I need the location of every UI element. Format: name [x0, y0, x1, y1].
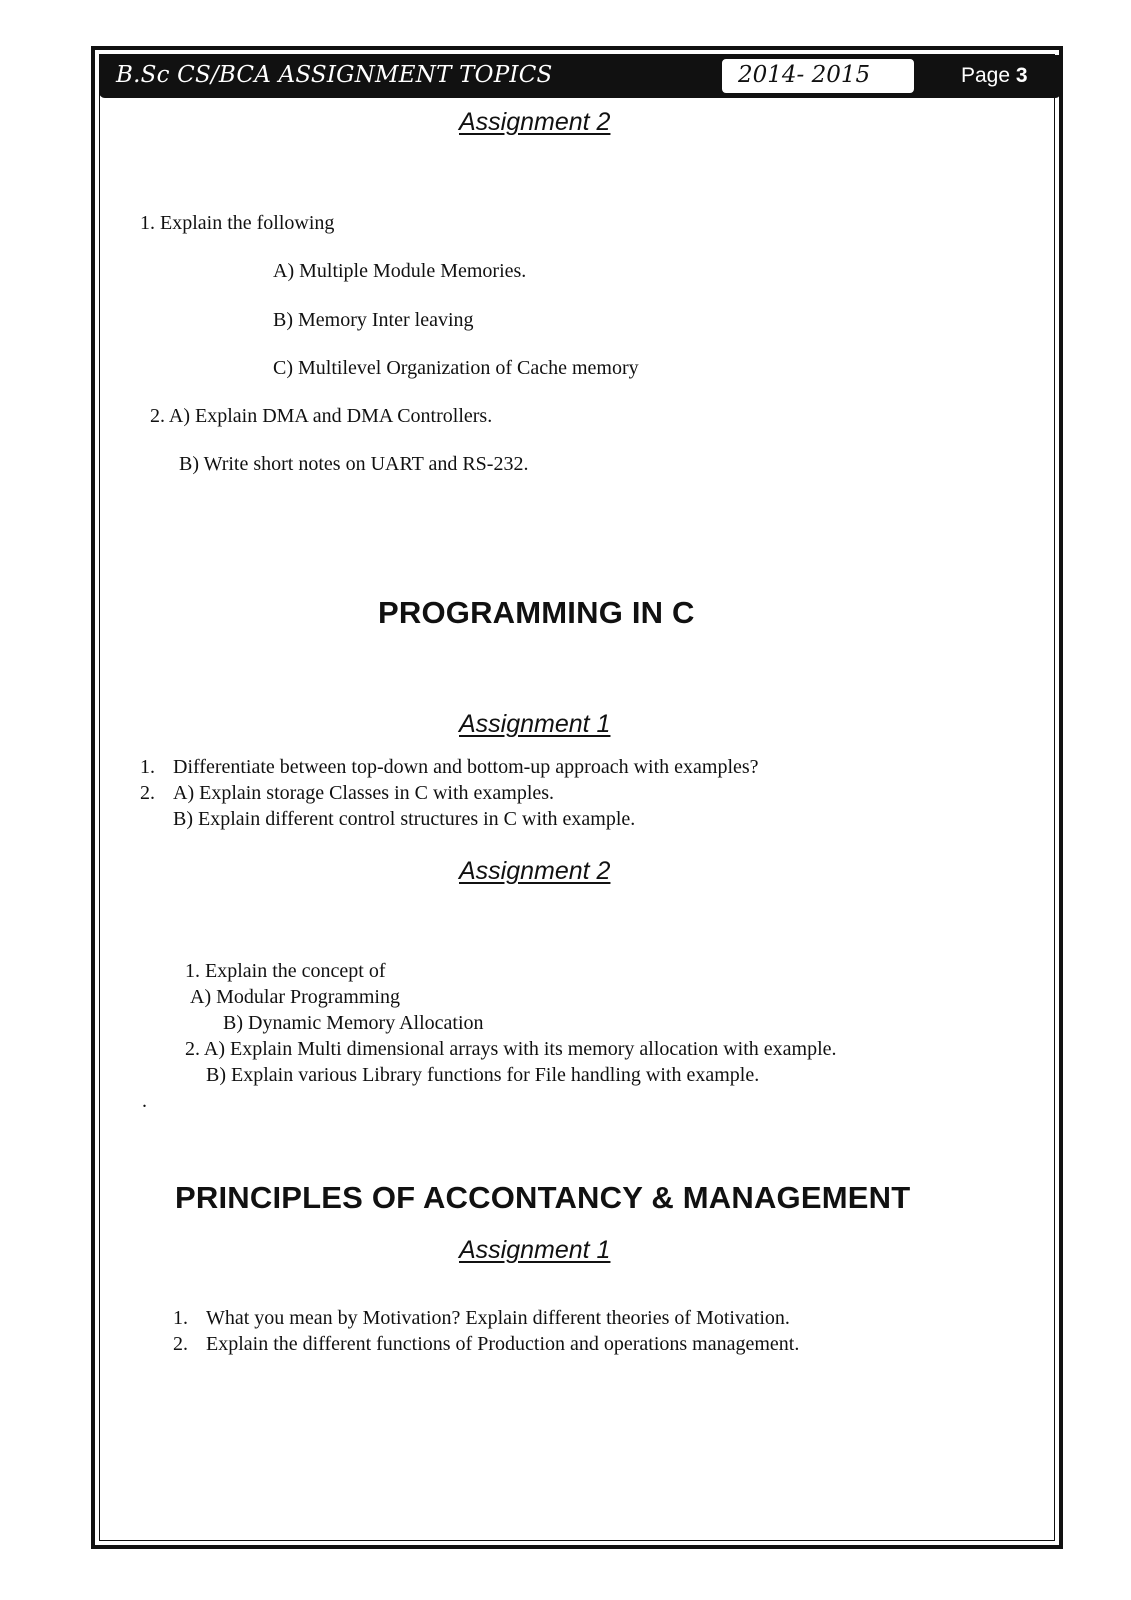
- question-text: C) Multilevel Organization of Cache memory: [273, 357, 639, 379]
- assignment-heading: Assignment 1: [459, 1236, 611, 1264]
- question-text: B) Memory Inter leaving: [273, 309, 474, 331]
- list-number: 2.: [173, 1333, 188, 1355]
- page-number: [961, 64, 1028, 88]
- question-text: A) Explain storage Classes in C with examples.: [173, 782, 555, 804]
- question-text: Differentiate between top-down and bottom-up approach with examples?: [173, 756, 759, 778]
- question-text: What you mean by Motivation? Explain different theories of Motivation.: [206, 1307, 790, 1329]
- question-text: A) Multiple Module Memories.: [273, 260, 527, 282]
- header-title: B.Sc CS/BCA ASSIGNMENT TOPICS: [116, 62, 553, 88]
- question-text: B) Write short notes on UART and RS-232.: [179, 453, 529, 475]
- question-text: 2. A) Explain DMA and DMA Controllers.: [150, 405, 493, 427]
- list-number: 2.: [140, 782, 155, 804]
- question-text: B) Explain different control structures in C with example.: [173, 808, 636, 830]
- assignment-heading: Assignment 1: [459, 710, 611, 738]
- page-label: Page: [961, 64, 1011, 87]
- stray-dot: .: [142, 1090, 147, 1112]
- question-text: A) Modular Programming: [190, 986, 400, 1008]
- section-title: PROGRAMMING IN C: [378, 595, 695, 630]
- assignment-heading: Assignment 2: [459, 108, 611, 136]
- question-text: B) Explain various Library functions for File handling with example.: [206, 1064, 760, 1086]
- question-text: 2. A) Explain Multi dimensional arrays with its memory allocation with example.: [185, 1038, 837, 1060]
- question-text: 1. Explain the following: [140, 212, 335, 234]
- section-title: PRINCIPLES OF ACCONTANCY & MANAGEMENT: [175, 1180, 911, 1215]
- assignment-heading: Assignment 2: [459, 857, 611, 885]
- list-number: 1.: [140, 756, 155, 778]
- question-text: B) Dynamic Memory Allocation: [223, 1012, 484, 1034]
- question-text: Explain the different functions of Production and operations management.: [206, 1333, 800, 1355]
- list-number: 1.: [173, 1307, 188, 1329]
- question-text: 1. Explain the concept of: [185, 960, 386, 982]
- page-number-value: 3: [1015, 64, 1028, 87]
- header-year: 2014- 2015: [738, 62, 871, 88]
